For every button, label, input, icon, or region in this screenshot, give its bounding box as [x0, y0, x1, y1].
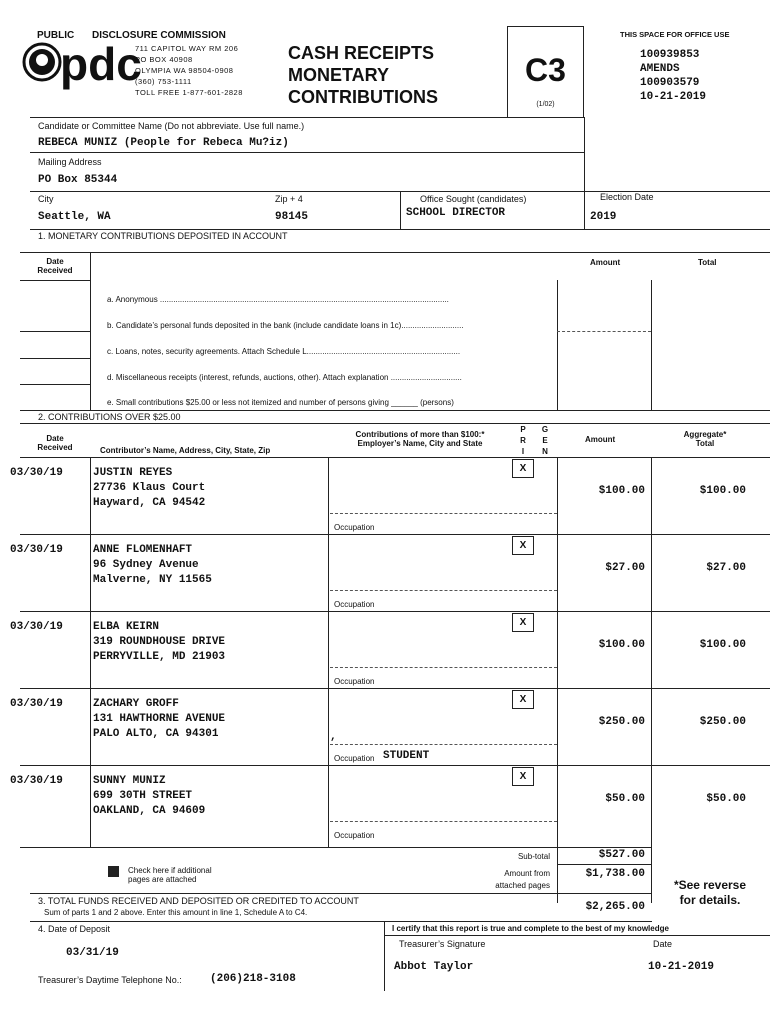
- subtotal-value: $527.00: [598, 849, 645, 861]
- attached-label-line2: attached pages: [495, 881, 550, 890]
- agency-address: [135, 43, 243, 98]
- candidate-name: REBECA MUNIZ (People for Rebeca Mu?iz): [38, 137, 289, 149]
- row-amount: $100.00: [598, 639, 645, 651]
- contributor-block: [93, 466, 205, 511]
- office-use-label: THIS SPACE FOR OFFICE USE: [620, 30, 730, 39]
- mailing-address: PO Box 85344: [38, 174, 118, 186]
- section3-subheading: Sum of parts 1 and 2 above. Enter this amount in line 1, Schedule A to C4.: [44, 908, 308, 917]
- contributor-block: [93, 697, 225, 742]
- section1-col-date: [20, 257, 90, 275]
- report-number: 100939853: [640, 49, 700, 61]
- contributor-city: OAKLAND, CA 94609: [93, 805, 206, 817]
- row-divider: [20, 765, 770, 766]
- occupation-label: Occupation: [334, 754, 375, 763]
- zip-label: Zip + 4: [275, 194, 303, 204]
- section1-line-a: a. Anonymous ..................................................................................................................................: [107, 295, 449, 304]
- contributor-name: ELBA KEIRN: [93, 621, 160, 633]
- section2-col-contributor: Contributor’s Name, Address, City, State, Zip: [100, 446, 271, 455]
- office-use-values: [640, 48, 706, 104]
- contributor-address: 131 HAWTHORNE AVENUE: [93, 713, 226, 725]
- row-amount: $250.00: [598, 716, 645, 728]
- contributor-address: 27736 Klaus Court: [93, 482, 206, 494]
- employer-value: ,: [330, 731, 337, 743]
- additional-label-line1: Check here if additional: [128, 866, 212, 875]
- contributor-name: JUSTIN REYES: [93, 467, 173, 479]
- form-code-box: [507, 26, 584, 118]
- col-aggregate-label: Aggregate*: [683, 430, 727, 439]
- section1-line-e: e. Small contributions $25.00 or less not itemized and number of persons giving ______ (persons): [107, 398, 454, 407]
- col-n: N: [542, 447, 548, 456]
- form-title-line: MONETARY: [288, 65, 389, 85]
- see-reverse-line2: for details.: [679, 893, 741, 907]
- contributor-name: ZACHARY GROFF: [93, 698, 179, 710]
- row-amount: $100.00: [598, 485, 645, 497]
- office-use-date: 10-21-2019: [640, 91, 707, 103]
- form-title-line: CASH RECEIPTS: [288, 43, 435, 63]
- form-code: C3: [525, 52, 566, 88]
- col-employer-line2: Employer’s Name, City and State: [357, 439, 483, 448]
- section1-line-d: d. Miscellaneous receipts (interest, refunds, auctions, other). Attach explanation ................................: [107, 373, 462, 382]
- candidate-name-label: Candidate or Committee Name (Do not abbreviate. Use full name.): [38, 121, 305, 131]
- row-date: 03/30/19: [10, 775, 63, 787]
- col-total-label: Total: [695, 439, 715, 448]
- form-title: [288, 42, 438, 108]
- col-employer-line1: Contributions of more than $100:*: [355, 430, 485, 439]
- employer-dash-line: [330, 590, 557, 591]
- form-title-line: CONTRIBUTIONS: [288, 87, 438, 107]
- attached-pages-value: $1,738.00: [585, 868, 645, 880]
- row-aggregate: $50.00: [706, 793, 746, 805]
- address-line: 711 CAPITOL WAY RM 206: [135, 44, 239, 53]
- row-divider: [20, 534, 770, 535]
- section1-col-amount: Amount: [590, 258, 621, 267]
- attached-label-line1: Amount from: [504, 869, 550, 878]
- occupation-label: Occupation: [334, 523, 375, 532]
- section2-col-amount: Amount: [585, 435, 616, 444]
- col-i: I: [521, 447, 525, 456]
- deposit-date-label: 4. Date of Deposit: [38, 924, 111, 934]
- section1-line-c: c. Loans, notes, security agreements. Attach Schedule L.....................................................................: [107, 347, 461, 356]
- row-aggregate: $100.00: [699, 485, 746, 497]
- row-amount: $27.00: [605, 562, 645, 574]
- col-e: E: [542, 436, 548, 445]
- contributor-city: Hayward, CA 94542: [93, 497, 206, 509]
- contributor-address: 699 30TH STREET: [93, 790, 193, 802]
- phone-number: (206)218-3108: [210, 973, 296, 985]
- sign-date: 10-21-2019: [648, 961, 715, 973]
- section1-line-b: b. Candidate’s personal funds deposited in the bank (include candidate loans in 1c)............................: [107, 321, 464, 330]
- address-line: OLYMPIA WA 98504-0908: [135, 66, 234, 75]
- total-funds-value: $2,265.00: [585, 901, 645, 913]
- certify-statement: I certify that this report is true and complete to the best of my knowledge: [392, 924, 669, 933]
- row-aggregate: $250.00: [699, 716, 746, 728]
- section2-col-gen: [538, 424, 552, 457]
- occupation-label: Occupation: [334, 600, 375, 609]
- additional-pages-checkbox[interactable]: [108, 866, 119, 877]
- employer-dash-line: [330, 744, 557, 745]
- see-reverse-note: [655, 878, 765, 908]
- additional-label-line2: pages are attached: [128, 875, 197, 884]
- contributor-block: [93, 774, 205, 819]
- row-date: 03/30/19: [10, 544, 63, 556]
- address-line: PO BOX 40908: [135, 55, 193, 64]
- occupation-label: Occupation: [334, 831, 375, 840]
- contributor-address: 319 ROUNDHOUSE DRIVE: [93, 636, 226, 648]
- row-divider: [20, 611, 770, 612]
- contributor-name: ANNE FLOMENHAFT: [93, 544, 193, 556]
- contributor-city: PALO ALTO, CA 94301: [93, 728, 219, 740]
- subtotal-label: Sub-total: [517, 852, 550, 861]
- office-sought: SCHOOL DIRECTOR: [406, 207, 506, 219]
- row-amount: $50.00: [605, 793, 645, 805]
- col-r: R: [520, 436, 526, 445]
- row-date: 03/30/19: [10, 621, 63, 633]
- section1-heading: 1. MONETARY CONTRIBUTIONS DEPOSITED IN ACCOUNT: [38, 231, 288, 241]
- contributor-name: SUNNY MUNIZ: [93, 775, 166, 787]
- row-date: 03/30/19: [10, 467, 63, 479]
- contributor-address: 96 Sydney Avenue: [93, 559, 199, 571]
- section2-col-employer: [330, 430, 510, 448]
- amends-label: AMENDS: [640, 63, 680, 75]
- col-received-label: Received: [37, 443, 73, 452]
- prim-checkbox[interactable]: X: [512, 459, 534, 478]
- col-date-label: Date: [46, 257, 64, 266]
- col-date-label: Date: [46, 434, 64, 443]
- row-divider: [20, 688, 770, 689]
- contributor-city: Malverne, NY 11565: [93, 574, 212, 586]
- section2-col-prim: [516, 424, 530, 457]
- prim-checkbox[interactable]: X: [512, 690, 534, 709]
- deposit-date: 03/31/19: [66, 947, 119, 959]
- city: Seattle, WA: [38, 211, 111, 223]
- prim-checkbox[interactable]: X: [512, 536, 534, 555]
- row-aggregate: $27.00: [706, 562, 746, 574]
- occupation-label: Occupation: [334, 677, 375, 686]
- city-label: City: [38, 194, 54, 204]
- pdc-logo: [22, 38, 142, 90]
- section3-heading: 3. TOTAL FUNDS RECEIVED AND DEPOSITED OR CREDITED TO ACCOUNT: [38, 896, 359, 906]
- agency-name-left: PUBLIC: [37, 30, 75, 41]
- agency-name-right: DISCLOSURE COMMISSION: [92, 30, 226, 41]
- employer-dash-line: [330, 667, 557, 668]
- address-line: (360) 753-1111: [135, 77, 192, 86]
- additional-pages-label: [128, 866, 212, 884]
- logo-text: pdc: [60, 38, 142, 90]
- treasurer-signature-label: Treasurer’s Signature: [399, 939, 486, 949]
- employer-dash-line: [330, 513, 557, 514]
- see-reverse-line1: *See reverse: [673, 878, 747, 892]
- contributor-block: [93, 543, 212, 588]
- amends-number: 100903579: [640, 77, 700, 89]
- form-version: (1/02): [536, 101, 555, 108]
- contributor-block: [93, 620, 225, 665]
- prim-checkbox[interactable]: X: [512, 613, 534, 632]
- section2-col-date: [20, 434, 90, 452]
- address-line: TOLL FREE 1-877-601-2828: [135, 88, 243, 97]
- section2-heading: 2. CONTRIBUTIONS OVER $25.00: [38, 412, 181, 422]
- section2-col-aggregate: [660, 430, 750, 448]
- col-g: G: [541, 425, 549, 434]
- employer-dash-line: [330, 821, 557, 822]
- election-date: 2019: [590, 211, 617, 223]
- sign-date-label: Date: [653, 939, 673, 949]
- office-sought-label: Office Sought (candidates): [420, 194, 527, 204]
- occupation-value: STUDENT: [383, 750, 430, 762]
- row-aggregate: $100.00: [699, 639, 746, 651]
- contributor-city: PERRYVILLE, MD 21903: [93, 651, 226, 663]
- treasurer-signature: Abbot Taylor: [394, 961, 474, 973]
- phone-label: Treasurer’s Daytime Telephone No.:: [38, 975, 182, 985]
- prim-checkbox[interactable]: X: [512, 767, 534, 786]
- section1-col-total: Total: [698, 258, 717, 267]
- attached-pages-label: [450, 868, 550, 892]
- col-received-label: Received: [37, 266, 73, 275]
- mailing-address-label: Mailing Address: [38, 157, 102, 167]
- row-date: 03/30/19: [10, 698, 63, 710]
- election-date-label: Election Date: [600, 192, 654, 202]
- zip: 98145: [275, 211, 309, 223]
- col-p: P: [520, 425, 526, 434]
